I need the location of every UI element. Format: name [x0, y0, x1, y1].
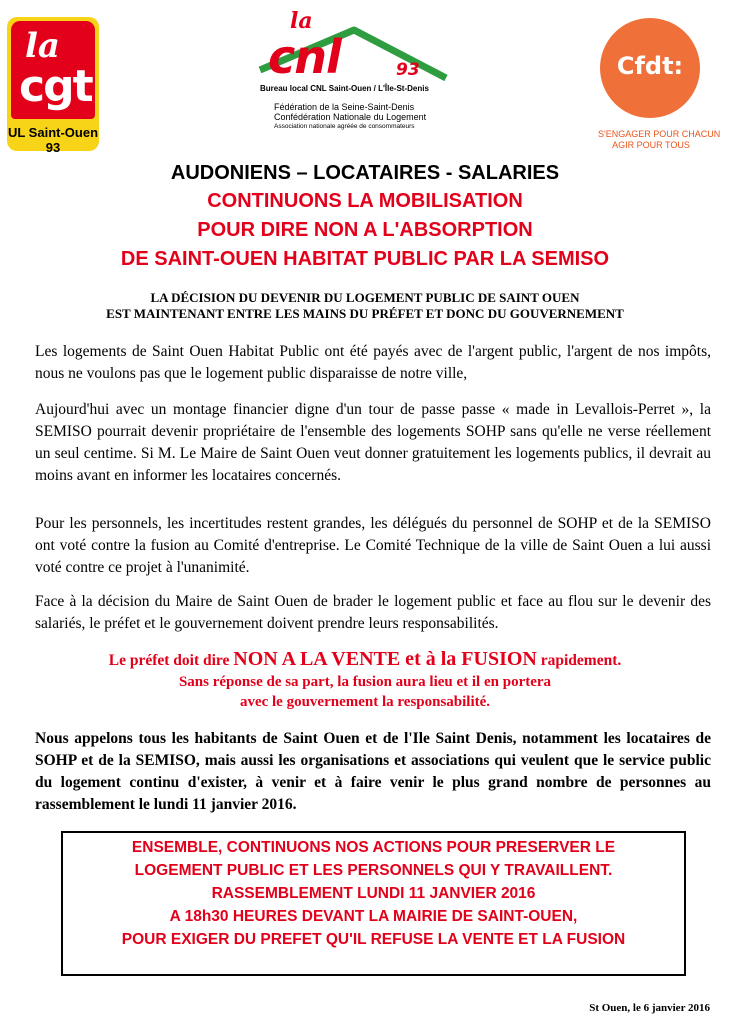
cnl-logo-association: Association nationale agréée de consommateurs	[274, 123, 415, 130]
rally-box-line-4: A 18h30 HEURES DEVANT LA MAIRIE DE SAINT-OUEN,	[169, 908, 578, 925]
callout-emphasis: NON A LA VENTE et à la FUSION	[233, 648, 537, 670]
title-line-2: POUR DIRE NON A L'ABSORPTION	[197, 219, 533, 241]
cnl-logo-number: 93	[396, 60, 420, 80]
cnl-logo-confederation: Confédération Nationale du Logement	[274, 112, 427, 122]
callout-line-1	[0, 648, 730, 671]
title-line-3: DE SAINT-OUEN HABITAT PUBLIC PAR LA SEMISO	[120, 248, 610, 270]
callout-prefix: Le préfet doit dire	[108, 652, 234, 669]
cgt-logo-la: la	[25, 26, 60, 66]
callout-line-2: Sans réponse de sa part, la fusion aura lieu et il en portera	[178, 674, 552, 690]
paragraph-public-money: Les logements de Saint Ouen Habitat Public ont été payés avec de l'argent public, l'argent de nos impôts, nous ne voulons pas que le logement public disparaisse de notre ville,	[35, 343, 711, 382]
rally-box	[61, 831, 686, 976]
title-line-1: CONTINUONS LA MOBILISATION	[207, 190, 523, 212]
cnl-logo-wordmark: cnl	[268, 30, 341, 84]
cnl-logo-la: la	[290, 8, 313, 34]
rally-box-line-3: RASSEMBLEMENT LUNDI 11 JANVIER 2016	[211, 885, 536, 902]
cnl-logo-bureau: Bureau local CNL Saint-Ouen / L'Île-St-Denis	[260, 84, 429, 93]
callout-line-3: avec le gouvernement la responsabilité.	[239, 694, 491, 710]
cgt-logo-tagline: UL Saint-Ouen 93	[7, 125, 99, 155]
subheading-line-1: LA DÉCISION DU DEVENIR DU LOGEMENT PUBLIC DE SAINT OUEN	[150, 290, 580, 305]
dateline: St Ouen, le 6 janvier 2016	[589, 1002, 710, 1014]
cnl-logo	[256, 8, 456, 136]
rally-box-line-2: LOGEMENT PUBLIC ET LES PERSONNELS QUI Y TRAVAILLENT.	[134, 862, 613, 879]
cgt-logo-red-panel	[11, 21, 95, 119]
cgt-logo-wordmark: cgt	[19, 61, 92, 112]
cfdt-logo-tagline-1: S'ENGAGER POUR CHACUN	[598, 129, 721, 139]
appeal-paragraph: Nous appelons tous les habitants de Saint Ouen et de l'Ile Saint Denis, notamment les locataires de SOHP et de la SEMISO, mais aussi les organisations et associations qui veulent que le service public du logement continu d'exister, à venir et à faire venir le plus grand nombre de personnes au rassemblement le lundi 11 janvier 2016.	[35, 730, 711, 813]
cfdt-logo	[598, 18, 721, 158]
cfdt-logo-wordmark: Cfdt:	[616, 52, 684, 80]
paragraph-staff: Pour les personnels, les incertitudes restent grandes, les délégués du personnel de SOHP et de la SEMISO ont voté contre la fusion au Comité d'entreprise. Le Comité Technique de la ville de Saint Ouen a lui aussi voté contre ce projet à l'unanimité.	[35, 515, 711, 576]
callout-suffix: rapidement.	[536, 652, 622, 669]
rally-box-line-5: POUR EXIGER DU PREFET QU'IL REFUSE LA VENTE ET LA FUSION	[121, 931, 626, 948]
cnl-logo-federation: Fédération de la Seine-Saint-Denis	[274, 102, 415, 112]
paragraph-responsibility: Face à la décision du Maire de Saint Ouen de brader le logement public et face au flou sur le devenir des salariés, le préfet et le gouvernement doivent prendre leurs responsabilités.	[35, 593, 711, 632]
subheading-line-2: EST MAINTENANT ENTRE LES MAINS DU PRÉFET ET DONC DU GOUVERNEMENT	[106, 306, 624, 321]
cgt-logo	[7, 17, 99, 155]
paragraph-financial-setup: Aujourd'hui avec un montage financier digne d'un tour de passe passe « made in Levallois-Perret », la SEMISO pourrait devenir propriétaire de l'ensemble des logements SOHP sans qu'elle ne verse réellement un seul centime. Si M. Le Maire de Saint Ouen veut donner gratuitement les logements publics, il devrait au moins avant en informer les locataires concernés.	[35, 401, 711, 484]
cfdt-logo-circle	[600, 18, 700, 118]
audience-heading: AUDONIENS – LOCATAIRES - SALARIES	[170, 162, 560, 184]
rally-box-line-1: ENSEMBLE, CONTINUONS NOS ACTIONS POUR PRESERVER LE	[131, 839, 616, 856]
cfdt-logo-tagline-2: AGIR POUR TOUS	[612, 140, 690, 150]
